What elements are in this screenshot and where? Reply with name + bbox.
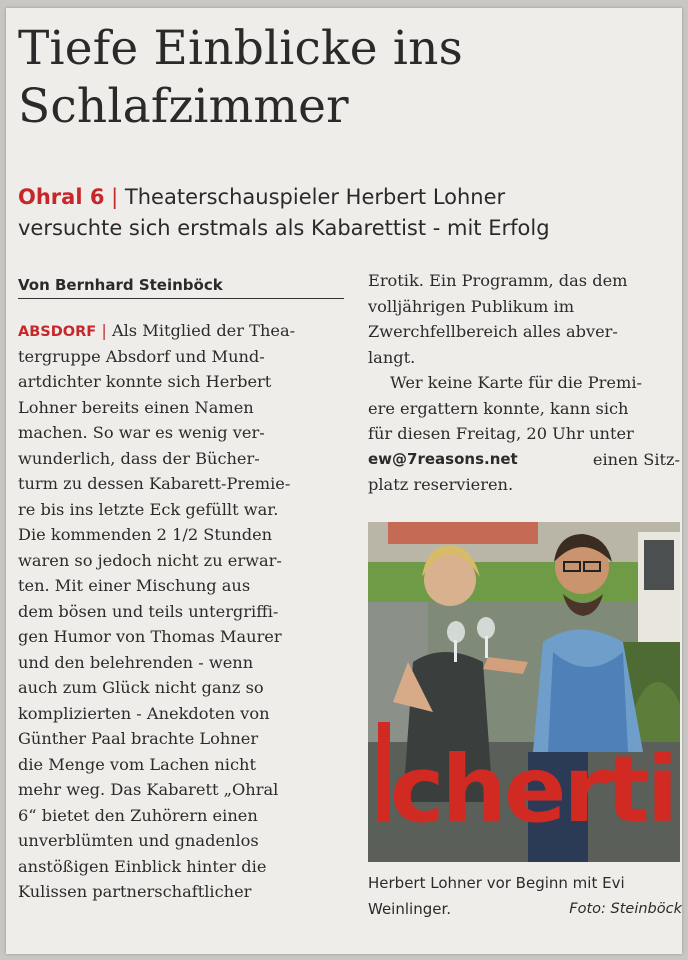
article-line: Zwerchfellbereich alles abver-	[368, 322, 618, 341]
article-line-text: einen Sitz-	[592, 449, 680, 469]
article-line: dem bösen und teils untergriffi-	[18, 601, 279, 621]
article-photo	[368, 522, 680, 862]
article-line: langt.	[368, 347, 416, 367]
article-line: Wer keine Karte für die Premi-	[390, 373, 642, 392]
article-line: die Menge vom Lachen nicht	[18, 754, 256, 774]
article-line: tergruppe Absdorf und Mund-	[18, 346, 265, 366]
article-column-left	[18, 318, 344, 905]
article-line: Kulissen partnerschaftlicher	[18, 882, 252, 901]
article-line: komplizierten - Anekdoten von	[18, 703, 270, 723]
article-line: ere ergattern konnte, kann sich	[368, 398, 629, 418]
article-line: waren so jedoch nicht zu erwar-	[18, 550, 282, 570]
article-line: Günther Paal brachte Lohner	[18, 729, 259, 748]
subheadline-line-2: versuchte sich erstmals als Kabarettist - mit Erfolg	[18, 216, 550, 240]
headline-line: Tiefe Einblicke ins	[18, 21, 463, 76]
subheadline-line-1	[18, 182, 678, 213]
kicker: Ohral 6	[18, 185, 105, 209]
article-line	[368, 447, 680, 473]
article-line: 6“ bietet den Zuhörern einen	[18, 805, 258, 825]
article-line-text: Als Mitglied der Thea-	[111, 321, 296, 340]
article-line: Lohner bereits einen Namen	[18, 397, 254, 417]
headline-line: Schlafzimmer	[18, 79, 349, 134]
article-line: Erotik. Ein Programm, das dem	[368, 271, 628, 290]
dateline: ABSDORF	[18, 324, 97, 340]
photo-caption	[368, 870, 682, 922]
newspaper-clipping	[6, 8, 682, 954]
headline	[18, 20, 678, 136]
article-line: turm zu dessen Kabarett-Premie-	[18, 474, 291, 493]
subheadline	[18, 182, 678, 244]
article-line: mehr weg. Das Kabarett „Ohral	[18, 780, 279, 799]
article-line	[18, 318, 344, 344]
article-line: machen. So war es wenig ver-	[18, 423, 265, 442]
kicker-separator: |	[111, 185, 119, 209]
article-line: für diesen Freitag, 20 Uhr unter	[368, 424, 634, 443]
subheadline-text: Theaterschauspieler Herbert Lohner	[124, 185, 506, 209]
article-line: ten. Mit einer Mischung aus	[18, 576, 251, 595]
article-line: wunderlich, dass der Bücher-	[18, 448, 260, 468]
article-line: platz reservieren.	[368, 475, 514, 494]
article-line: volljährigen Publikum im	[368, 296, 575, 316]
article-line: auch zum Glück nicht ganz so	[18, 678, 264, 697]
photo-credit: Foto: Steinböck	[569, 901, 682, 917]
article-column-right	[368, 268, 680, 498]
byline: Von Bernhard Steinböck	[18, 276, 344, 299]
article-line: re bis ins letzte Eck gefüllt war.	[18, 499, 279, 519]
dateline-separator: |	[101, 321, 107, 340]
article-line: Die kommenden 2 1/2 Stunden	[18, 525, 273, 544]
article-line: und den belehrenden - wenn	[18, 652, 254, 672]
caption-text: Herbert Lohner vor Beginn mit Evi Weinlinger.	[368, 874, 625, 918]
email-address: ew@7reasons.net	[368, 449, 518, 468]
photo-sign-text: cherti	[390, 736, 676, 843]
article-line: artdichter konnte sich Herbert	[18, 372, 272, 391]
article-line: anstößigen Einblick hinter die	[18, 856, 267, 876]
article-line: gen Humor von Thomas Maurer	[18, 627, 282, 646]
article-line: unverblümten und gnadenlos	[18, 831, 259, 850]
